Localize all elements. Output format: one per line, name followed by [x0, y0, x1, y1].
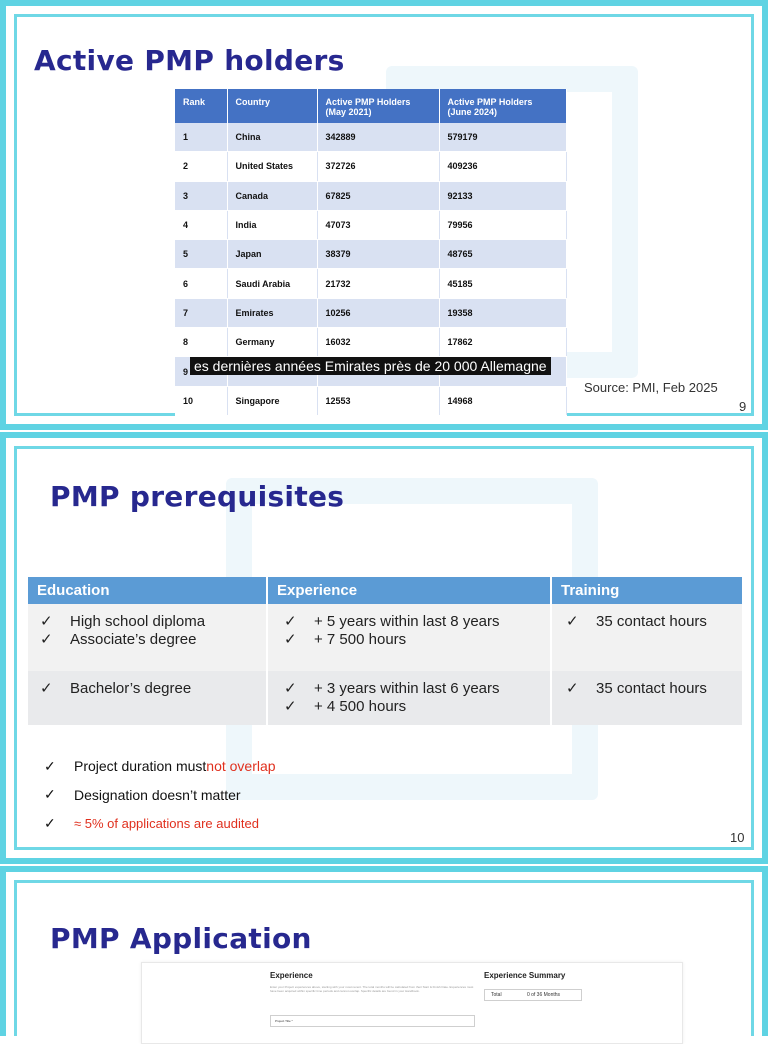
list-item: [44, 809, 276, 838]
list-item: [44, 781, 276, 810]
table-row: [175, 298, 567, 327]
experience-summary-heading: Experience Summary: [484, 971, 566, 980]
header-experience: Experience: [268, 577, 552, 604]
experience-cell: [268, 604, 552, 671]
list-item: High school diploma: [70, 613, 206, 630]
cell-june-2024: 579179: [439, 123, 567, 152]
check-icon: ✓: [40, 680, 53, 697]
total-label: Total: [491, 992, 502, 998]
check-icon: ✓: [40, 613, 53, 630]
table-row: [175, 181, 567, 210]
header-may-2021: Active PMP Holders (May 2021): [317, 89, 439, 123]
experience-heading: Experience: [270, 971, 313, 980]
list-item: Associate’s degree: [70, 631, 197, 648]
cell-may-2021: 38379: [317, 240, 439, 269]
list-item: Bachelor’s degree: [70, 680, 192, 697]
cell-rank: 5: [175, 240, 227, 269]
experience-cell: [268, 671, 552, 725]
education-cell: [28, 604, 268, 671]
project-title-label: Project Title *: [275, 1019, 293, 1023]
cell-may-2021: 16032: [317, 328, 439, 357]
cell-may-2021: 342889: [317, 123, 439, 152]
cell-june-2024: 48765: [439, 240, 567, 269]
table-row: [175, 123, 567, 152]
cell-country: India: [227, 210, 317, 239]
check-icon: ✓: [44, 757, 56, 774]
education-cell: [28, 671, 268, 725]
experience-instructions: Enter your Project experiences above, starting with your most recent. The total months will be calculated from their Start & Finish Date. Experiences must have been acquired within specific time periods and cannot overlap. Specific details are found in your Handbook.: [270, 985, 474, 993]
table-row: [28, 671, 742, 725]
cell-country: Canada: [227, 181, 317, 210]
check-icon: ✓: [284, 680, 297, 697]
list-item: + 7 500 hours: [314, 631, 407, 648]
table-row: [175, 240, 567, 269]
cell-rank: 7: [175, 298, 227, 327]
slide-title: Active PMP holders: [34, 44, 345, 77]
cell-may-2021: 67825: [317, 181, 439, 210]
header-rank: Rank: [175, 89, 227, 123]
page-number: 9: [739, 399, 747, 414]
cell-rank: 1: [175, 123, 227, 152]
list-item: [44, 752, 276, 781]
cell-rank: 8: [175, 328, 227, 357]
note-text: Project duration must: [74, 758, 207, 775]
note-text: Designation doesn’t matter: [74, 786, 241, 803]
cell-country: Germany: [227, 328, 317, 357]
header-training: Training: [561, 582, 620, 599]
list-item: 35 contact hours: [596, 613, 707, 630]
application-form-screenshot: [141, 962, 683, 1044]
check-icon: ✓: [44, 814, 56, 831]
list-item: 35 contact hours: [596, 680, 707, 697]
check-icon: ✓: [566, 613, 579, 630]
table-header-row: [28, 577, 742, 604]
check-icon: ✓: [284, 613, 297, 630]
list-item: + 4 500 hours: [314, 698, 407, 715]
list-item: + 3 years within last 6 years: [314, 680, 500, 697]
cell-rank: 10: [175, 386, 227, 415]
training-cell: [552, 671, 742, 725]
header-country: Country: [227, 89, 317, 123]
cell-june-2024: 79956: [439, 210, 567, 239]
cell-rank: 9: [175, 357, 227, 386]
cell-country: Saudi Arabia: [227, 269, 317, 298]
slide-title: PMP Application: [50, 922, 312, 955]
cell-country: Emirates: [227, 298, 317, 327]
source-note: Source: PMI, Feb 2025: [584, 380, 718, 395]
notes-list: [44, 752, 276, 838]
page-number: 10: [730, 830, 745, 845]
check-icon: ✓: [566, 680, 579, 697]
prerequisites-table: [28, 577, 742, 725]
video-subtitle: es dernières années Emirates près de 20 000 Allemagne: [190, 357, 551, 375]
table-row: [175, 210, 567, 239]
cell-country: United States: [227, 152, 317, 181]
check-icon: ✓: [40, 631, 53, 648]
cell-country: Singapore: [227, 386, 317, 415]
cell-rank: 2: [175, 152, 227, 181]
table-row: [175, 152, 567, 181]
cell-june-2024: 409236: [439, 152, 567, 181]
table-header-row: [175, 89, 567, 123]
project-title-field[interactable]: [270, 1015, 475, 1027]
cell-may-2021: 10256: [317, 298, 439, 327]
cell-june-2024: 19358: [439, 298, 567, 327]
table-row: [175, 269, 567, 298]
cell-may-2021: 372726: [317, 152, 439, 181]
slide-title: PMP prerequisites: [50, 480, 345, 513]
cell-rank: 4: [175, 210, 227, 239]
table-row: [175, 386, 567, 415]
table-row: [28, 604, 742, 671]
cell-may-2021: 12553: [317, 386, 439, 415]
check-icon: ✓: [284, 698, 297, 715]
check-icon: ✓: [284, 631, 297, 648]
note-highlight: not overlap: [206, 758, 276, 775]
cell-rank: 3: [175, 181, 227, 210]
check-icon: ✓: [44, 786, 56, 803]
cell-country: Japan: [227, 240, 317, 269]
cell-country: China: [227, 123, 317, 152]
cell-may-2021: 47073: [317, 210, 439, 239]
list-item: + 5 years within last 8 years: [314, 613, 500, 630]
header-june-2024: Active PMP Holders (June 2024): [439, 89, 567, 123]
header-education: Education: [28, 577, 268, 604]
cell-june-2024: 17862: [439, 328, 567, 357]
note-highlight: ≈ 5% of applications are audited: [74, 815, 259, 831]
cell-june-2024: 14968: [439, 386, 567, 415]
cell-may-2021: 21732: [317, 269, 439, 298]
experience-total-box: [484, 989, 582, 1001]
table-row: [175, 328, 567, 357]
cell-june-2024: 45185: [439, 269, 567, 298]
training-cell: [552, 604, 742, 671]
cell-june-2024: 92133: [439, 181, 567, 210]
cell-rank: 6: [175, 269, 227, 298]
total-value: 0 of 36 Months: [526, 992, 561, 998]
